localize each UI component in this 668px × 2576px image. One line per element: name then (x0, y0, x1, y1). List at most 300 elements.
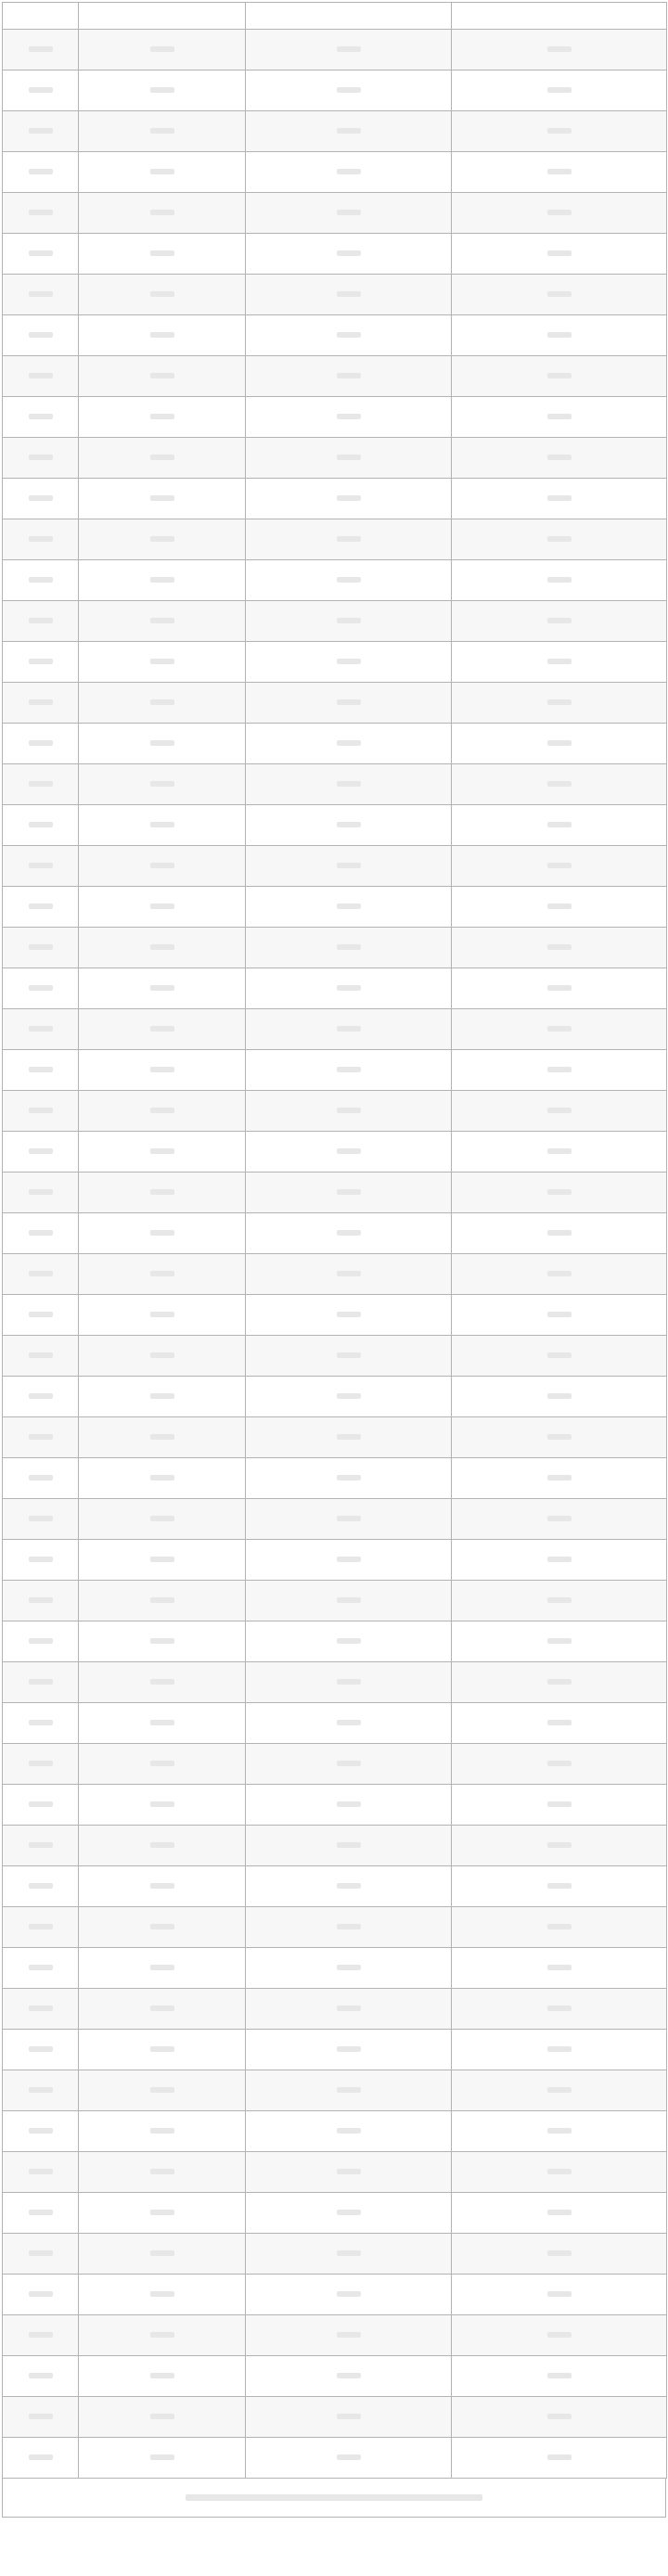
cell-text (337, 985, 361, 991)
acquisition-cell (79, 30, 246, 70)
cell-text (29, 1924, 53, 1929)
table-row (3, 642, 667, 683)
effect-cell (246, 2438, 452, 2479)
cell-text (150, 1883, 174, 1889)
notes-cell (452, 1989, 667, 2030)
effect-cell (246, 2397, 452, 2438)
cell-text (150, 1067, 174, 1072)
notes-cell (452, 1417, 667, 1458)
notes-cell (452, 2315, 667, 2356)
race-name-cell (3, 1499, 79, 1540)
cell-text (29, 1761, 53, 1766)
cell-text (337, 781, 361, 787)
effect-cell (246, 1907, 452, 1948)
race-name-cell (3, 2315, 79, 2356)
cell-text (29, 373, 53, 378)
race-name-cell (3, 234, 79, 275)
column-header-acquisition (79, 3, 246, 30)
cell-text (150, 1720, 174, 1725)
cell-text (337, 2332, 361, 2338)
table-row (3, 1989, 667, 2030)
effect-cell (246, 1213, 452, 1254)
effect-cell (246, 1703, 452, 1744)
effect-cell (246, 2030, 452, 2070)
cell-text (547, 1557, 572, 1562)
cell-text (150, 332, 174, 338)
cell-text (547, 781, 572, 787)
race-name-cell (3, 2111, 79, 2152)
cell-text (547, 495, 572, 501)
race-name-cell (3, 519, 79, 560)
effect-cell (246, 1744, 452, 1785)
effect-cell (246, 846, 452, 887)
race-name-cell (3, 2438, 79, 2479)
race-name-cell (3, 887, 79, 928)
cell-text (150, 944, 174, 950)
cell-text (547, 1067, 572, 1072)
cell-text (150, 1475, 174, 1480)
cell-text (547, 1434, 572, 1440)
cell-text (337, 2414, 361, 2419)
race-name-cell (3, 275, 79, 315)
cell-text (29, 1883, 53, 1889)
cell-text (150, 2210, 174, 2215)
cell-text (337, 1271, 361, 1276)
cell-text (547, 414, 572, 419)
table-row (3, 275, 667, 315)
notes-cell (452, 1662, 667, 1703)
notes-cell (452, 2275, 667, 2315)
acquisition-cell (79, 2111, 246, 2152)
table-row (3, 2111, 667, 2152)
table-row (3, 479, 667, 519)
cell-text (337, 1516, 361, 1521)
cell-text (29, 2373, 53, 2378)
cell-text (29, 87, 53, 93)
notes-cell (452, 642, 667, 683)
race-name-cell (3, 1948, 79, 1989)
notes-cell (452, 234, 667, 275)
table-row (3, 1703, 667, 1744)
cell-text (547, 2046, 572, 2052)
acquisition-cell (79, 1091, 246, 1132)
effect-cell (246, 2315, 452, 2356)
cell-text (337, 373, 361, 378)
cell-text (337, 291, 361, 297)
cell-text (337, 2128, 361, 2134)
notes-cell (452, 2356, 667, 2397)
cell-text (547, 1638, 572, 1644)
notes-cell (452, 1009, 667, 1050)
effect-cell (246, 1499, 452, 1540)
cell-text (547, 2169, 572, 2174)
table-row (3, 1826, 667, 1866)
table-row (3, 152, 667, 193)
race-name-cell (3, 846, 79, 887)
cell-text (29, 2332, 53, 2338)
cell-text (337, 740, 361, 746)
effect-cell (246, 1540, 452, 1581)
table-row (3, 1132, 667, 1173)
cell-text (337, 1393, 361, 1399)
cell-text (29, 1352, 53, 1358)
cell-text (547, 822, 572, 827)
cell-text (150, 1965, 174, 1970)
effect-cell (246, 1132, 452, 1173)
cell-text (29, 740, 53, 746)
cell-text (337, 455, 361, 460)
table-row (3, 1213, 667, 1254)
cell-text (547, 2087, 572, 2093)
cell-text (547, 169, 572, 174)
race-name-cell (3, 2193, 79, 2234)
acquisition-cell (79, 1173, 246, 1213)
table-row (3, 1336, 667, 1377)
acquisition-cell (79, 1213, 246, 1254)
cell-text (29, 169, 53, 174)
cell-text (150, 2373, 174, 2378)
cell-text (337, 577, 361, 583)
cell-text (337, 1067, 361, 1072)
acquisition-cell (79, 1581, 246, 1621)
effect-cell (246, 2193, 452, 2234)
cell-text (547, 1842, 572, 1848)
cell-text (337, 1842, 361, 1848)
effect-cell (246, 1662, 452, 1703)
cell-text (337, 659, 361, 664)
race-name-cell (3, 1785, 79, 1826)
cell-text (547, 904, 572, 909)
effect-cell (246, 356, 452, 397)
cell-text (337, 1230, 361, 1236)
race-name-cell (3, 397, 79, 438)
cell-text (150, 2046, 174, 2052)
effect-cell (246, 887, 452, 928)
cell-text (337, 2373, 361, 2378)
effect-cell (246, 479, 452, 519)
race-name-cell (3, 764, 79, 805)
cell-text (29, 2454, 53, 2460)
cell-text (547, 1475, 572, 1480)
effect-cell (246, 764, 452, 805)
cell-text (29, 128, 53, 134)
table-header-row (3, 3, 667, 30)
cell-text (547, 128, 572, 134)
cell-text (29, 414, 53, 419)
cell-text (150, 904, 174, 909)
cell-text (150, 1026, 174, 1032)
cell-text (337, 1761, 361, 1766)
cell-text (337, 904, 361, 909)
cell-text (150, 2006, 174, 2011)
table-row (3, 397, 667, 438)
cell-text (547, 2250, 572, 2256)
notes-cell (452, 193, 667, 234)
effect-cell (246, 70, 452, 111)
acquisition-cell (79, 1499, 246, 1540)
cell-text (29, 904, 53, 909)
acquisition-cell (79, 193, 246, 234)
cell-text (150, 2087, 174, 2093)
cell-text (547, 2128, 572, 2134)
cell-text (547, 536, 572, 542)
notes-cell (452, 356, 667, 397)
effect-cell (246, 1826, 452, 1866)
cell-text (150, 455, 174, 460)
notes-cell (452, 1826, 667, 1866)
cell-text (29, 2169, 53, 2174)
notes-cell (452, 560, 667, 601)
cell-text (547, 1312, 572, 1317)
cell-text (547, 1026, 572, 1032)
cell-text (150, 1434, 174, 1440)
cell-text (547, 2332, 572, 2338)
cell-text (547, 1720, 572, 1725)
cell-text (29, 1312, 53, 1317)
cell-text (29, 1842, 53, 1848)
acquisition-cell (79, 968, 246, 1009)
cell-text (547, 250, 572, 256)
cell-text (150, 1312, 174, 1317)
effect-cell (246, 1989, 452, 2030)
table-row (3, 1744, 667, 1785)
effect-cell (246, 1050, 452, 1091)
effect-cell (246, 438, 452, 479)
cell-text (547, 1761, 572, 1766)
cell-text (150, 250, 174, 256)
cell-text (337, 332, 361, 338)
notes-cell (452, 1377, 667, 1417)
cell-text (29, 2087, 53, 2093)
cell-text (29, 2291, 53, 2297)
cell-text (29, 699, 53, 705)
acquisition-cell (79, 1703, 246, 1744)
cell-text (547, 87, 572, 93)
cell-text (150, 1393, 174, 1399)
cell-text (337, 2169, 361, 2174)
table-row (3, 438, 667, 479)
effect-cell (246, 1377, 452, 1417)
acquisition-cell (79, 519, 246, 560)
cell-text (547, 1679, 572, 1685)
acquisition-cell (79, 805, 246, 846)
cell-text (547, 291, 572, 297)
table-row (3, 1785, 667, 1826)
cell-text (29, 577, 53, 583)
cell-text (547, 1801, 572, 1807)
table-row (3, 1907, 667, 1948)
cell-text (150, 822, 174, 827)
cell-text (29, 1801, 53, 1807)
table-row (3, 2397, 667, 2438)
cell-text (150, 2169, 174, 2174)
cell-text (150, 1924, 174, 1929)
notes-cell (452, 805, 667, 846)
table-row (3, 1662, 667, 1703)
cell-text (337, 699, 361, 705)
cell-text (29, 536, 53, 542)
cell-text (150, 2291, 174, 2297)
cell-text (337, 863, 361, 868)
notes-cell (452, 1336, 667, 1377)
table-row (3, 2152, 667, 2193)
effect-cell (246, 2070, 452, 2111)
race-name-cell (3, 642, 79, 683)
cell-text (150, 1189, 174, 1195)
race-name-cell (3, 2397, 79, 2438)
cell-text (150, 536, 174, 542)
cell-text (29, 822, 53, 827)
cell-text (150, 1271, 174, 1276)
notes-cell (452, 1540, 667, 1581)
table-row (3, 887, 667, 928)
acquisition-cell (79, 1009, 246, 1050)
notes-cell (452, 968, 667, 1009)
notes-cell (452, 2193, 667, 2234)
cell-text (547, 2006, 572, 2011)
cell-text (337, 46, 361, 52)
effect-cell (246, 1295, 452, 1336)
cell-text (337, 2210, 361, 2215)
cell-text (337, 618, 361, 623)
effect-cell (246, 1621, 452, 1662)
cell-text (547, 659, 572, 664)
acquisition-cell (79, 70, 246, 111)
cell-text (337, 1720, 361, 1725)
cell-text (547, 332, 572, 338)
notes-cell (452, 2030, 667, 2070)
table-row (3, 560, 667, 601)
notes-cell (452, 2152, 667, 2193)
race-name-cell (3, 1826, 79, 1866)
cell-text (150, 87, 174, 93)
cell-text (337, 128, 361, 134)
notes-cell (452, 1050, 667, 1091)
notes-cell (452, 601, 667, 642)
table-row (3, 234, 667, 275)
cell-text (337, 1679, 361, 1685)
acquisition-cell (79, 560, 246, 601)
table-row (3, 928, 667, 968)
race-name-cell (3, 724, 79, 764)
cell-text (547, 944, 572, 950)
effect-cell (246, 397, 452, 438)
footnote-text (186, 2494, 482, 2501)
acquisition-cell (79, 1132, 246, 1173)
cell-text (150, 2332, 174, 2338)
notes-cell (452, 519, 667, 560)
notes-cell (452, 2234, 667, 2275)
table-row (3, 70, 667, 111)
table-row (3, 1417, 667, 1458)
cell-text (150, 781, 174, 787)
race-name-cell (3, 968, 79, 1009)
cell-text (150, 1148, 174, 1154)
cell-text (29, 944, 53, 950)
notes-cell (452, 1254, 667, 1295)
notes-cell (452, 764, 667, 805)
notes-cell (452, 1499, 667, 1540)
effect-cell (246, 2152, 452, 2193)
acquisition-cell (79, 2070, 246, 2111)
cell-text (150, 577, 174, 583)
cell-text (547, 1108, 572, 1113)
cell-text (29, 1148, 53, 1154)
cell-text (29, 495, 53, 501)
table-row (3, 1377, 667, 1417)
column-header-effect (246, 3, 452, 30)
cell-text (337, 1557, 361, 1562)
cell-text (547, 577, 572, 583)
notes-cell (452, 887, 667, 928)
table-row (3, 315, 667, 356)
notes-cell (452, 1621, 667, 1662)
table-row (3, 1499, 667, 1540)
table-row (3, 764, 667, 805)
cell-text (337, 1189, 361, 1195)
cell-text (29, 863, 53, 868)
cell-text (29, 985, 53, 991)
acquisition-cell (79, 479, 246, 519)
cell-text (337, 495, 361, 501)
cell-text (547, 373, 572, 378)
cell-text (547, 1883, 572, 1889)
race-name-cell (3, 152, 79, 193)
notes-cell (452, 1091, 667, 1132)
notes-cell (452, 846, 667, 887)
cell-text (150, 291, 174, 297)
effect-cell (246, 1009, 452, 1050)
acquisition-cell (79, 1254, 246, 1295)
cell-text (337, 1883, 361, 1889)
table-row (3, 2193, 667, 2234)
race-name-cell (3, 1132, 79, 1173)
table-row (3, 1091, 667, 1132)
race-name-cell (3, 1581, 79, 1621)
cell-text (150, 169, 174, 174)
cell-text (337, 2046, 361, 2052)
table-row (3, 2356, 667, 2397)
table-row (3, 1050, 667, 1091)
notes-cell (452, 1581, 667, 1621)
cell-text (547, 1516, 572, 1521)
race-name-cell (3, 1621, 79, 1662)
effect-cell (246, 1948, 452, 1989)
cell-text (547, 1924, 572, 1929)
table-row (3, 2070, 667, 2111)
cell-text (547, 1352, 572, 1358)
race-name-cell (3, 1009, 79, 1050)
acquisition-cell (79, 2315, 246, 2356)
cell-text (29, 332, 53, 338)
acquisition-cell (79, 642, 246, 683)
cell-text (150, 1801, 174, 1807)
acquisition-cell (79, 1295, 246, 1336)
acquisition-cell (79, 601, 246, 642)
cell-text (29, 1475, 53, 1480)
column-header-race (3, 3, 79, 30)
cell-text (150, 1638, 174, 1644)
race-table (2, 2, 667, 2479)
cell-text (337, 2250, 361, 2256)
acquisition-cell (79, 2152, 246, 2193)
race-name-cell (3, 70, 79, 111)
effect-cell (246, 2234, 452, 2275)
cell-text (150, 2414, 174, 2419)
cell-text (150, 863, 174, 868)
cell-text (337, 87, 361, 93)
cell-text (150, 1516, 174, 1521)
